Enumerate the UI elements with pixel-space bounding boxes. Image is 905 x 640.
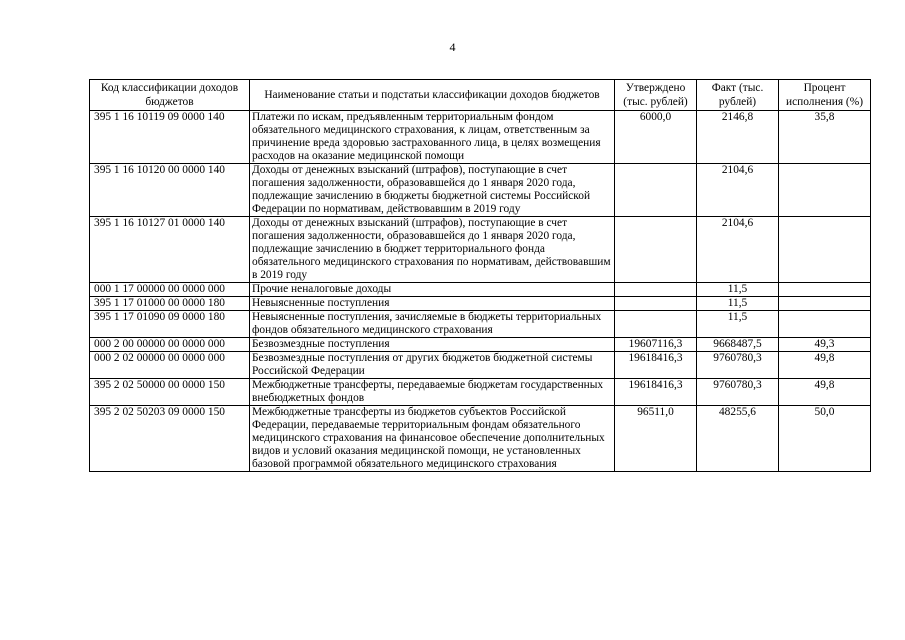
table-row bbox=[90, 311, 871, 338]
cell-approved bbox=[615, 217, 697, 283]
table-row bbox=[90, 111, 871, 164]
header-code: Код классификации доходов бюджетов bbox=[90, 80, 250, 111]
cell-name: Невыясненные поступления bbox=[250, 297, 615, 311]
cell-code: 000 2 02 00000 00 0000 000 bbox=[90, 352, 250, 379]
cell-name: Невыясненные поступления, зачисляемые в бюджеты территориальных фондов обязательного медицинского страхования bbox=[250, 311, 615, 338]
cell-code: 395 2 02 50203 09 0000 150 bbox=[90, 406, 250, 472]
cell-approved: 19618416,3 bbox=[615, 379, 697, 406]
cell-code: 395 1 16 10127 01 0000 140 bbox=[90, 217, 250, 283]
table-row bbox=[90, 297, 871, 311]
cell-name: Доходы от денежных взысканий (штрафов), поступающие в счет погашения задолженности, образовавшейся до 1 января 2020 года, подлежащие зачислению в бюджеты бюджетной системы Российской Федерации по нормативам, действовавшим в 2019 году bbox=[250, 164, 615, 217]
cell-code: 395 1 17 01000 00 0000 180 bbox=[90, 297, 250, 311]
cell-fact: 11,5 bbox=[697, 297, 779, 311]
cell-approved bbox=[615, 297, 697, 311]
cell-fact: 2104,6 bbox=[697, 217, 779, 283]
cell-approved: 19618416,3 bbox=[615, 352, 697, 379]
cell-code: 000 2 00 00000 00 0000 000 bbox=[90, 338, 250, 352]
table-row bbox=[90, 379, 871, 406]
table-row bbox=[90, 406, 871, 472]
cell-name: Безвозмездные поступления bbox=[250, 338, 615, 352]
table-header-row bbox=[90, 80, 871, 111]
cell-code: 395 2 02 50000 00 0000 150 bbox=[90, 379, 250, 406]
cell-code: 395 1 16 10120 00 0000 140 bbox=[90, 164, 250, 217]
cell-name: Доходы от денежных взысканий (штрафов), поступающие в счет погашения задолженности, образовавшейся до 1 января 2020 года, подлежащие зачислению в бюджет территориального фонда обязательного медицинского страхования по нормативам, действовавшим в 2019 году bbox=[250, 217, 615, 283]
cell-name: Прочие неналоговые доходы bbox=[250, 283, 615, 297]
table-row bbox=[90, 283, 871, 297]
cell-fact: 9760780,3 bbox=[697, 379, 779, 406]
cell-percent bbox=[779, 283, 871, 297]
header-fact: Факт (тыс. рублей) bbox=[697, 80, 779, 111]
cell-percent bbox=[779, 164, 871, 217]
cell-name: Межбюджетные трансферты, передаваемые бюджетам государственных внебюджетных фондов bbox=[250, 379, 615, 406]
cell-approved: 6000,0 bbox=[615, 111, 697, 164]
cell-fact: 11,5 bbox=[697, 283, 779, 297]
cell-percent bbox=[779, 217, 871, 283]
cell-fact: 2104,6 bbox=[697, 164, 779, 217]
header-percent: Процент исполнения (%) bbox=[779, 80, 871, 111]
cell-percent: 49,8 bbox=[779, 352, 871, 379]
cell-name: Межбюджетные трансферты из бюджетов субъектов Российской Федерации, передаваемые территориальным фондам обязательного медицинского страхования на финансовое обеспечение дополнительных видов и условий оказания медицинской помощи, не установленных базовой программой обязательного медицинского страхования bbox=[250, 406, 615, 472]
cell-approved: 19607116,3 bbox=[615, 338, 697, 352]
cell-percent: 50,0 bbox=[779, 406, 871, 472]
cell-percent bbox=[779, 297, 871, 311]
cell-percent: 49,8 bbox=[779, 379, 871, 406]
cell-code: 000 1 17 00000 00 0000 000 bbox=[90, 283, 250, 297]
cell-name: Безвозмездные поступления от других бюджетов бюджетной системы Российской Федерации bbox=[250, 352, 615, 379]
cell-code: 395 1 16 10119 09 0000 140 bbox=[90, 111, 250, 164]
cell-approved bbox=[615, 311, 697, 338]
cell-approved bbox=[615, 164, 697, 217]
cell-fact: 9760780,3 bbox=[697, 352, 779, 379]
table-row bbox=[90, 352, 871, 379]
cell-approved: 96511,0 bbox=[615, 406, 697, 472]
header-name: Наименование статьи и подстатьи классификации доходов бюджетов bbox=[250, 80, 615, 111]
cell-approved bbox=[615, 283, 697, 297]
cell-fact: 9668487,5 bbox=[697, 338, 779, 352]
page-number: 4 bbox=[449, 40, 456, 54]
cell-name: Платежи по искам, предъявленным территориальным фондом обязательного медицинского страхования, к лицам, ответственным за причинение вреда здоровью застрахованного лица, в целях возмещения расходов на оказание медицинской помощи bbox=[250, 111, 615, 164]
cell-fact: 48255,6 bbox=[697, 406, 779, 472]
cell-fact: 11,5 bbox=[697, 311, 779, 338]
revenue-table bbox=[89, 79, 871, 472]
cell-percent: 35,8 bbox=[779, 111, 871, 164]
header-approved: Утверждено (тыс. рублей) bbox=[615, 80, 697, 111]
cell-percent: 49,3 bbox=[779, 338, 871, 352]
table-row bbox=[90, 217, 871, 283]
cell-code: 395 1 17 01090 09 0000 180 bbox=[90, 311, 250, 338]
cell-percent bbox=[779, 311, 871, 338]
table-row bbox=[90, 164, 871, 217]
table-row bbox=[90, 338, 871, 352]
cell-fact: 2146,8 bbox=[697, 111, 779, 164]
